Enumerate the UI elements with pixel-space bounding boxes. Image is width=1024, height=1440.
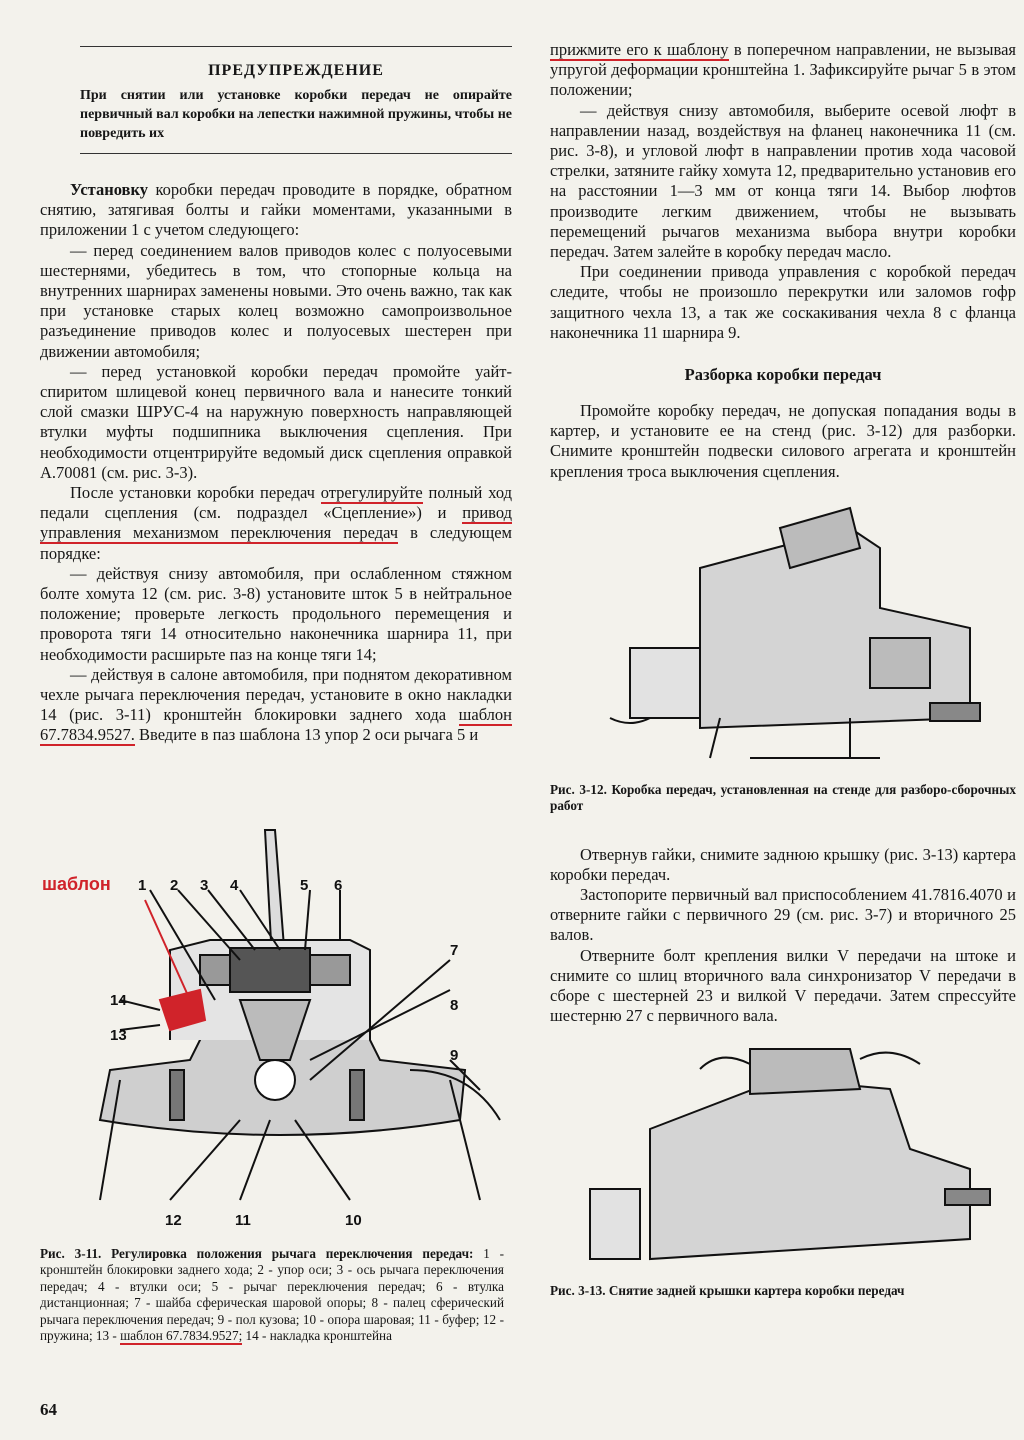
figure-3-11-diagram <box>40 820 520 1240</box>
figure-3-13-caption: Рис. 3-13. Снятие задней крышки картера коробки передач <box>550 1282 905 1298</box>
paragraph-adjust: После установки коробки передач отрегулируйте полный ход педали сцепления (см. подраздел «Сцепление») и привод управления механизмом переключения передач в следующем порядке: <box>40 483 512 563</box>
fig11-num-1: 1 <box>138 877 147 894</box>
paragraph-boot: При соединении привода управления с коробкой передач следите, чтобы не произошло перекрутки или заломов гофр защитного чехла 13, а так же соскакивания чехла 8 с фланца наконечника 11 шарнира 9. <box>550 262 1016 342</box>
fig11-num-9: 9 <box>450 1047 459 1064</box>
paragraph-wash: Промойте коробку передач, не допуская попадания воды в картер, и установите ее на стенд (рис. 3-12) для разборки. Снимите кронштейн подвески силового агрегата и кронштейн крепления троса выключения сцепления. <box>550 401 1016 481</box>
right-column <box>550 40 1016 1299</box>
paragraph-press-template: прижмите его к шаблону в поперечном направлении, не вызывая упругой деформации кронштейна 1. Зафиксируйте рычаг 5 в этом положении; <box>550 40 1016 100</box>
paragraph-synchronizer: Отверните болт крепления вилки V передачи на штоке и снимите со шлиц вторичного вала синхронизатор V передачи в сборе с шестерней 23 и вилкой V передачи. Затем спрессуйте шестерню 27 с первичного вала. <box>550 945 1016 1026</box>
fig11-num-14: 14 <box>110 992 127 1009</box>
warning-title: ПРЕДУПРЕЖДЕНИЕ <box>208 62 384 79</box>
paragraph-rear-cover: Отвернув гайки, снимите заднюю крышку (рис. 3-13) картера коробки передач. <box>550 844 1016 884</box>
figure-3-12-drawing <box>550 488 1016 778</box>
fig11-num-10: 10 <box>345 1212 362 1229</box>
fig11-num-11: 11 <box>235 1212 251 1229</box>
left-column <box>40 46 512 746</box>
fig11-num-2: 2 <box>170 877 179 894</box>
fig11-num-6: 6 <box>334 877 343 894</box>
figure-3-11-caption: Рис. 3-11. Регулировка положения рычага переключения передач: 1 - кронштейн блокировки заднего хода; 2 - упор оси; 3 - ось рычага переключения передач; 4 - втулки оси; 5 - рычаг переключения передач; 6 - втулка дистанционная; 7 - шайба сферическая шаровой опоры; 8 - палец сферический рычага переключения передач; 9 - пол кузова; 10 - опора шаровая; 11 - буфер; 12 - пружина; 13 - шаблон 67.7834.9527; 14 - накладка кронштейна <box>40 1246 504 1344</box>
fig11-num-8: 8 <box>450 997 459 1014</box>
paragraph-install: Установку коробки передач проводите в порядке, обратном снятию, затягивая болты и гайки моментами, указанными в приложении 1 с учетом следующего: <box>40 180 512 240</box>
fig11-num-5: 5 <box>300 877 309 894</box>
warning-text: При снятии или установке коробки передач не опирайте первичный вал коробки на лепестки нажимной пружины, чтобы не повредить их <box>80 88 512 141</box>
section-heading-disassembly: Разборка коробки передач <box>684 365 882 385</box>
paragraph-axial-play: — действуя снизу автомобиля, выберите осевой люфт в направлении назад, воздействуя на фланец наконечника 11 (см. рис. 3-8), и угловой люфт в направлении против хода часовой стрелки, затяните гайку хомута 12, предварительно установив его на расстоянии 1—3 мм от конца тяги 14. Выбор люфтов производите легким движением, чтобы не вызывать перемещений рычагов механизма выбора внутри коробки передач. Затем залейте в коробку передач масло. <box>550 100 1016 262</box>
fig11-num-4: 4 <box>230 877 239 894</box>
fig11-num-13: 13 <box>110 1027 127 1044</box>
paragraph-in-cabin: — действуя в салоне автомобиля, при поднятом декоративном чехле рычага переключения передач, установите в окно накладки 14 (рис. 3-11) кронштейн блокировки заднего хода шаблон 67.7834.9527. Введите в паз шаблона 13 упор 2 оси рычага 5 и <box>40 664 512 745</box>
paragraph-below-car: — действуя снизу автомобиля, при ослабленном стяжном болте хомута 12 (см. рис. 3-8) установите шток 5 в нейтральное положение; проверьте легкость продольного перемещения и проворота тяги 14 относительно наконечника шарнира 11, при необходимости расширьте паз на конце тяги 14; <box>40 563 512 664</box>
paragraph-lock-shaft: Застопорите первичный вал приспособлением 41.7816.4070 и отверните гайки с первичного 29 (см. рис. 3-7) и вторичного 25 валов. <box>550 885 1016 945</box>
paragraph-rings: — перед соединением валов приводов колес с полуосевыми шестернями, убедитесь в том, что стопорные кольца на внутренних шарнирах заменены новыми. Это очень важно, так как при установке старых колец возможно самопроизвольное разъединение приводов колес и полуосевых шестерен при движении автомобиля; <box>40 240 512 361</box>
paragraph-spline: — перед установкой коробки передач промойте уайт-спиритом шлицевой конец первичного вала и нанесите тонкий слой смазки ШРУС-4 на наружную поверхность направляющей втулки муфты подшипника выключения сцепления. При необходимости отцентрируйте ведомый диск сцепления оправкой А.70081 (см. рис. 3-3). <box>40 361 512 482</box>
fig11-num-7: 7 <box>450 942 459 959</box>
template-label: шаблон <box>42 874 111 894</box>
warning-top-rule <box>80 46 512 47</box>
fig11-num-3: 3 <box>200 877 209 894</box>
figure-3-13-drawing <box>550 1039 1016 1279</box>
page-number: 64 <box>40 1400 57 1419</box>
fig11-num-12: 12 <box>165 1212 182 1229</box>
figure-3-12-caption: Рис. 3-12. Коробка передач, установленная на стенде для разборо-сборочных работ <box>550 781 1016 814</box>
